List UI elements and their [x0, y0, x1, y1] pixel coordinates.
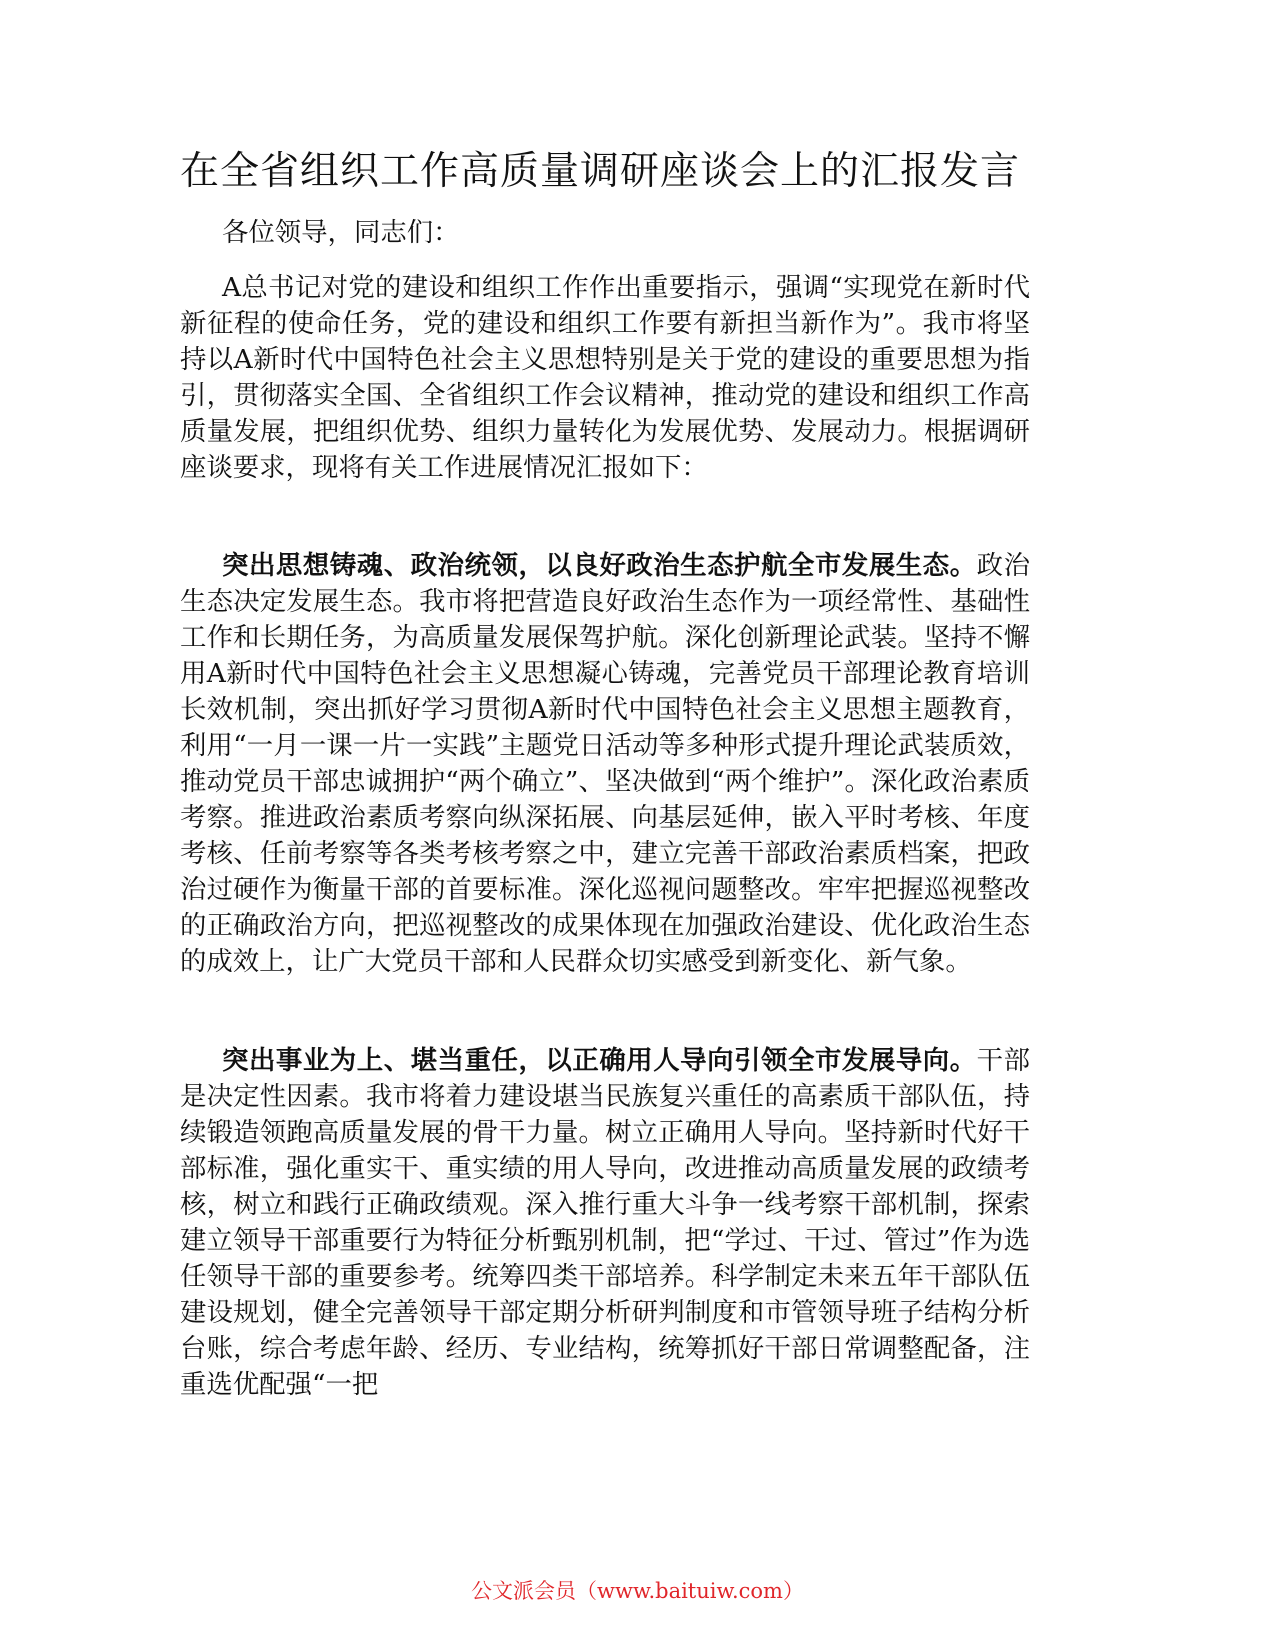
paragraph-political-ecology	[180, 548, 1030, 980]
paragraph-political-ecology-heading: 突出思想铸魂、政治统领，以良好政治生态护航全市发展生态。	[222, 550, 977, 581]
document-title: 在全省组织工作高质量调研座谈会上的汇报发言	[180, 149, 1021, 194]
paragraph-cadre-orientation-text: 干部是决定性因素。我市将着力建设堪当民族复兴重任的高素质干部队伍，持续锻造领跑高质量发展的骨干力量。树立正确用人导向。坚持新时代好干部标准，强化重实干、重实绩的用人导向，改进推动高质量发展的政绩考核，树立和践行正确政绩观。深入推行重大斗争一线考察干部机制，探索建立领导干部重要行为特征分析甄别机制，把“学过、干过、管过”作为选任领导干部的重要参考。统筹四类干部培养。科学制定未来五年干部队伍建设规划，健全完善领导干部定期分析研判制度和市管领导班子结构分析台账，综合考虑年龄、经历、专业结构，统筹抓好干部日常调整配备，注重选优配强“一把	[180, 1045, 1030, 1400]
paragraph-cadre-orientation-heading: 突出事业为上、堪当重任，以正确用人导向引领全市发展导向。	[222, 1045, 977, 1076]
paragraph-intro-text: A总书记对党的建设和组织工作作出重要指示，强调“实现党在新时代新征程的使命任务，党的建设和组织工作要有新担当新作为”。我市将坚持以A新时代中国特色社会主义思想特别是关于党的建设的重要思想为指引，贯彻落实全国、全省组织工作会议精神，推动党的建设和组织工作高质量发展，把组织优势、组织力量转化为发展优势、发展动力。根据调研座谈要求，现将有关工作进展情况汇报如下：	[180, 272, 1030, 483]
paragraph-intro	[180, 270, 1030, 486]
paragraph-political-ecology-text: 政治生态决定发展生态。我市将把营造良好政治生态作为一项经常性、基础性工作和长期任务，为高质量发展保驾护航。深化创新理论武装。坚持不懈用A新时代中国特色社会主义思想凝心铸魂，完善党员干部理论教育培训长效机制，突出抓好学习贯彻A新时代中国特色社会主义思想主题教育，利用“一月一课一片一实践”主题党日活动等多种形式提升理论武装质效，推动党员干部忠诚拥护“两个确立”、坚决做到“两个维护”。深化政治素质考察。推进政治素质考察向纵深拓展、向基层延伸，嵌入平时考核、年度考核、任前考察等各类考核考察之中，建立完善干部政治素质档案，把政治过硬作为衡量干部的首要标准。深化巡视问题整改。牢牢把握巡视整改的正确政治方向，把巡视整改的成果体现在加强政治建设、优化政治生态的成效上，让广大党员干部和人民群众切实感受到新变化、新气象。	[180, 550, 1030, 977]
document-page	[180, 0, 1030, 1650]
greeting-line: 各位领导，同志们：	[222, 217, 460, 248]
footer-watermark-link[interactable]: 公文派会员（www.baituiw.com）	[471, 1579, 804, 1603]
paragraph-cadre-orientation	[180, 1043, 1030, 1403]
